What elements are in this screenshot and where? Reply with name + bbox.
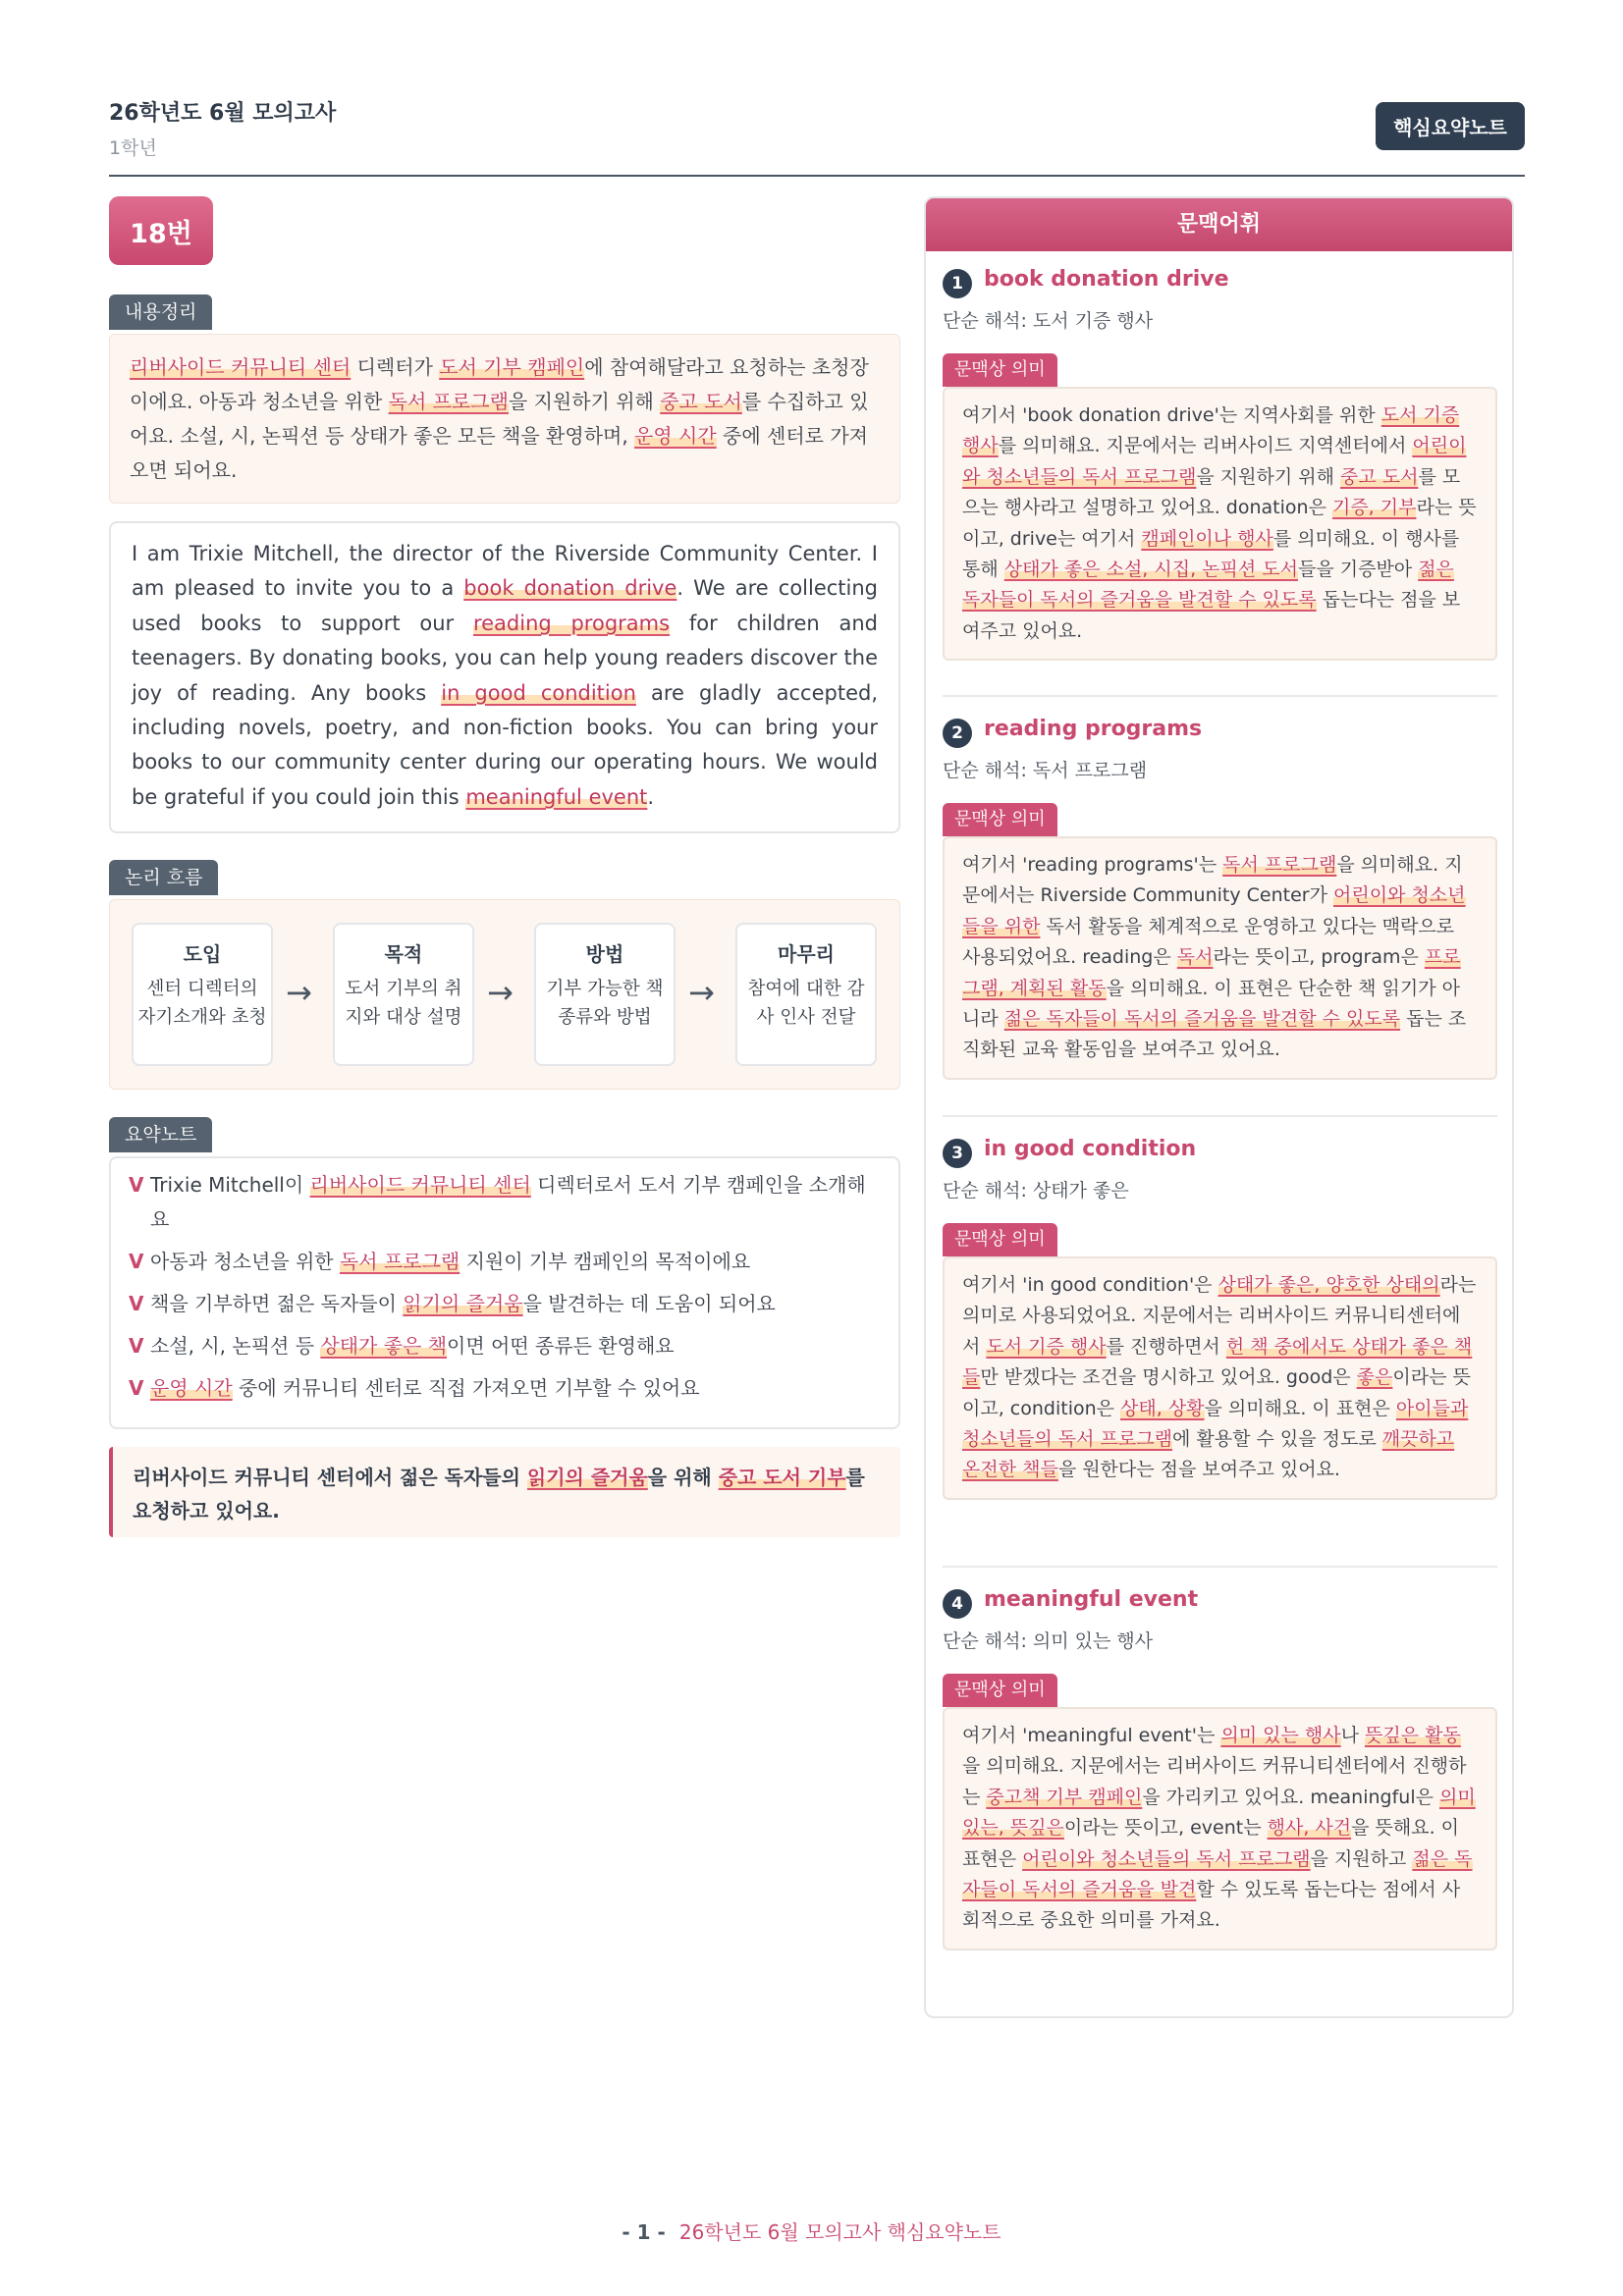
vocab-highlight: 행사, 사건 bbox=[1267, 1817, 1352, 1840]
note-text: 중에 커뮤니티 센터로 직접 가져오면 기부할 수 있어요 bbox=[232, 1376, 700, 1400]
vocab-simple-value: 상태가 좋은 bbox=[1032, 1180, 1129, 1201]
vocab-text: 이라는 뜻이고, condition은 bbox=[962, 1366, 1471, 1419]
page-footer bbox=[0, 2216, 1623, 2245]
exam-title: 26학년도 6월 모의고사 bbox=[109, 101, 337, 126]
check-icon: V bbox=[129, 1292, 144, 1315]
vocab-highlight: 기증, 기부 bbox=[1331, 497, 1417, 519]
flow-step-title: 도입 bbox=[183, 942, 222, 966]
flow-box bbox=[109, 899, 900, 1090]
conclusion-highlight: 읽기의 즐거움 bbox=[526, 1466, 648, 1489]
vocab-text: 을 뜻해요. 이 표현은 bbox=[962, 1817, 1460, 1870]
vocab-highlight: 중고책 기부 캠페인 bbox=[986, 1786, 1143, 1808]
flow-step bbox=[132, 923, 273, 1066]
vocab-highlight: 뜻깊은 활동 bbox=[1365, 1725, 1461, 1746]
note-highlight: 상태가 좋은 책 bbox=[320, 1334, 448, 1358]
passage-highlight: book donation drive bbox=[463, 576, 677, 601]
vocab-term: in good condition bbox=[984, 1137, 1197, 1161]
arrow-right-icon: → bbox=[286, 974, 312, 1011]
vocab-text: 을 지원하기 위해 bbox=[1196, 465, 1340, 488]
conclusion-text: 를 요청하고 있어요. bbox=[133, 1466, 865, 1522]
page-header bbox=[109, 92, 1525, 177]
note-text: 디렉터로서 도서 기부 캠페인을 소개해요 bbox=[150, 1173, 866, 1231]
vocab-highlight: 어린이와 청소년들의 독서 프로그램 bbox=[1022, 1847, 1311, 1870]
summary-highlight: 도서 기부 캠페인 bbox=[439, 355, 585, 379]
vocab-term: meaningful event bbox=[984, 1587, 1199, 1612]
conclusion-text: 리버사이드 커뮤니티 센터에서 젊은 독자들의 bbox=[133, 1466, 527, 1489]
vocab-panel bbox=[924, 196, 1514, 2018]
notes-box bbox=[109, 1156, 900, 1429]
vocab-highlight: 헌 책 중에서도 상태가 좋은 책들 bbox=[962, 1335, 1473, 1389]
summary-highlight: 운영 시간 bbox=[634, 424, 717, 448]
vocab-highlight: 상태, 상황 bbox=[1120, 1397, 1205, 1419]
vocab-highlight: 캠페인이나 행사 bbox=[1141, 527, 1273, 550]
passage-text: . bbox=[647, 784, 655, 809]
vocab-highlight: 젊은 독자들이 독서의 즐거움을 발견할 수 있도록 bbox=[1003, 1008, 1401, 1031]
note-highlight: 독서 프로그램 bbox=[339, 1250, 460, 1273]
note-text: 이면 어떤 종류든 환영해요 bbox=[447, 1334, 675, 1358]
vocab-highlight: 어린이와 청소년들의 독서 프로그램 bbox=[962, 435, 1467, 488]
vocab-highlight: 상태가 좋은 소설, 시집, 논픽션 도서 bbox=[1003, 559, 1298, 581]
note-text: Trixie Mitchell이 bbox=[150, 1173, 310, 1197]
summary-text: 디렉터가 bbox=[351, 355, 440, 379]
vocab-text: 을 원한다는 점을 보여주고 있어요. bbox=[1057, 1459, 1340, 1481]
passage-highlight: meaningful event bbox=[465, 784, 648, 809]
vocab-context-box bbox=[943, 1707, 1497, 1950]
vocab-simple-value: 도서 기증 행사 bbox=[1032, 310, 1154, 332]
notes-tag: 요약노트 bbox=[109, 1117, 212, 1152]
vocab-highlight: 프로그램, 계획된 활동 bbox=[962, 946, 1461, 999]
flow-step-title: 목적 bbox=[384, 942, 423, 966]
vocab-simple bbox=[943, 306, 1153, 333]
vocab-highlight: 의미 있는, 뜻깊은 bbox=[962, 1786, 1476, 1840]
vocab-simple-value: 의미 있는 행사 bbox=[1032, 1630, 1154, 1652]
arrow-right-icon: → bbox=[688, 974, 715, 1011]
summary-text: 중에 센터로 가져오면 되어요. bbox=[130, 424, 868, 482]
check-icon: V bbox=[129, 1334, 144, 1358]
note-highlight: 읽기의 즐거움 bbox=[403, 1292, 523, 1315]
vocab-term: book donation drive bbox=[984, 267, 1229, 292]
passage-text: are gladly accepted, including novels, poetry, and non-fiction books. You can bring your books to our community center during our operating hours. We would be grateful if you could join this bbox=[132, 680, 879, 809]
vocab-context-box bbox=[943, 1256, 1497, 1500]
vocab-highlight: 도서 기증 행사 bbox=[986, 1335, 1107, 1358]
summary-text: 를 수집하고 있어요. 소설, 시, 논픽션 등 상태가 좋은 모든 책을 환영하며, bbox=[130, 390, 869, 448]
conclusion-highlight: 중고 도서 기부 bbox=[718, 1466, 846, 1489]
vocab-text: 를 진행하면서 bbox=[1106, 1335, 1226, 1358]
vocab-number: 1 bbox=[943, 269, 972, 298]
vocab-text: 라는 의미로 사용되었어요. 지문에서는 리버사이드 커뮤니티센터에서 bbox=[962, 1274, 1477, 1358]
divider bbox=[943, 1566, 1497, 1568]
vocab-text: 여기서 'in good condition'은 bbox=[962, 1274, 1218, 1296]
flow-step bbox=[534, 923, 676, 1066]
vocab-highlight: 젊은 독자들이 독서의 즐거움을 발견할 수 있도록 bbox=[962, 559, 1454, 612]
vocab-text: 할 수 있도록 돕는다는 점에서 사회적으로 중요한 의미를 가져요. bbox=[962, 1879, 1461, 1932]
vocab-text: 만 받겠다는 조건을 명시하고 있어요. good은 bbox=[980, 1366, 1357, 1389]
vocab-highlight: 독서 bbox=[1176, 946, 1214, 969]
divider bbox=[943, 1115, 1497, 1117]
vocab-text: 을 의미해요. 이 표현은 bbox=[1204, 1397, 1396, 1419]
flow-step bbox=[735, 923, 877, 1066]
conclusion-box bbox=[109, 1447, 900, 1537]
vocab-highlight: 어린이와 청소년들을 위한 bbox=[962, 884, 1466, 937]
vocab-text: 나 bbox=[1340, 1725, 1365, 1746]
vocab-context-tag: 문맥상 의미 bbox=[943, 1674, 1057, 1707]
divider bbox=[943, 695, 1497, 697]
conclusion-text: 을 위해 bbox=[647, 1466, 719, 1489]
vocab-panel-title: 문맥어휘 bbox=[926, 198, 1512, 251]
vocab-context-tag: 문맥상 의미 bbox=[943, 803, 1057, 836]
vocab-text: 여기서 'reading programs'는 bbox=[962, 854, 1223, 876]
summary-text: 에 참여해달라고 요청하는 초청장이에요. 아동과 청소년을 위한 bbox=[130, 355, 869, 413]
check-icon: V bbox=[129, 1376, 144, 1400]
vocab-text: 을 지원하고 bbox=[1310, 1847, 1413, 1870]
vocab-number: 2 bbox=[943, 719, 972, 748]
grade-label: 1학년 bbox=[109, 137, 157, 159]
vocab-highlight: 의미 있는 행사 bbox=[1220, 1725, 1341, 1746]
vocab-simple-label: 단순 해석: bbox=[943, 1180, 1033, 1201]
summary-highlight: 독서 프로그램 bbox=[388, 390, 509, 413]
vocab-simple-value: 독서 프로그램 bbox=[1032, 760, 1148, 781]
vocab-highlight: 좋은 bbox=[1356, 1366, 1393, 1389]
vocab-text: 를 의미해요. 지문에서는 리버사이드 지역센터에서 bbox=[998, 435, 1413, 457]
flow-tag: 논리 흐름 bbox=[109, 860, 218, 895]
note-highlight: 리버사이드 커뮤니티 센터 bbox=[309, 1173, 531, 1197]
flow-step bbox=[333, 923, 474, 1066]
check-icon: V bbox=[129, 1250, 144, 1273]
note-item bbox=[129, 1168, 881, 1237]
vocab-simple-label: 단순 해석: bbox=[943, 1630, 1033, 1652]
passage-highlight: reading programs bbox=[472, 611, 671, 635]
vocab-context-tag: 문맥상 의미 bbox=[943, 1223, 1057, 1256]
note-text: 아동과 청소년을 위한 bbox=[150, 1250, 340, 1273]
vocab-text: 을 의미해요. 이 표현은 단순한 책 읽기가 아니라 bbox=[962, 977, 1460, 1031]
passage-box bbox=[109, 521, 900, 833]
note-item bbox=[129, 1329, 881, 1363]
summary-tag: 내용정리 bbox=[109, 294, 212, 330]
note-item bbox=[129, 1287, 881, 1321]
note-item bbox=[129, 1371, 881, 1406]
vocab-text: 여기서 'meaningful event'는 bbox=[962, 1725, 1221, 1746]
vocab-text: 에 활용할 수 있을 정도로 bbox=[1171, 1428, 1382, 1451]
footer-title: 26학년도 6월 모의고사 핵심요약노트 bbox=[678, 2220, 1001, 2244]
vocab-text: 라는 뜻이고, drive는 여기서 bbox=[962, 497, 1477, 550]
vocab-highlight: 아이들과 청소년들의 독서 프로그램 bbox=[962, 1397, 1469, 1451]
vocab-context-box bbox=[943, 836, 1497, 1080]
vocab-text: 를 의미해요. 이 행사를 통해 bbox=[962, 527, 1460, 581]
note-highlight: 운영 시간 bbox=[150, 1376, 233, 1400]
passage-highlight: in good condition bbox=[441, 680, 636, 705]
summary-text: 을 지원하기 위해 bbox=[508, 390, 661, 413]
vocab-number: 4 bbox=[943, 1589, 972, 1619]
note-text: 지원이 기부 캠페인의 목적이에요 bbox=[460, 1250, 751, 1273]
passage-text: I am Trixie Mitchell, the director of the Riverside Community Center. I am pleased to invite you to a bbox=[132, 542, 878, 601]
flow-step-desc: 기부 가능한 책 종류와 방법 bbox=[546, 979, 664, 1028]
vocab-simple bbox=[943, 1627, 1153, 1653]
flow-step-desc: 도서 기부의 취지와 대상 설명 bbox=[345, 979, 462, 1028]
vocab-text: 를 모으는 행사라고 설명하고 있어요. donation은 bbox=[962, 465, 1461, 519]
vocab-text: 돕는다는 점을 보여주고 있어요. bbox=[962, 589, 1461, 642]
vocab-simple-label: 단순 해석: bbox=[943, 760, 1033, 781]
arrow-right-icon: → bbox=[487, 974, 514, 1011]
vocab-term: reading programs bbox=[984, 717, 1203, 741]
vocab-simple bbox=[943, 1176, 1129, 1202]
vocab-text: 을 의미해요. 지문에서는 Riverside Community Center가 bbox=[962, 854, 1463, 907]
summary-highlight: 리버사이드 커뮤니티 센터 bbox=[130, 355, 352, 379]
passage-text: for children and teenagers. By donating books, you can help young readers discover the joy of reading. Any books bbox=[132, 611, 878, 705]
vocab-text: 여기서 'book donation drive'는 지역사회를 위한 bbox=[962, 404, 1381, 426]
vocab-context-box bbox=[943, 387, 1497, 661]
vocab-text: 들을 기증받아 bbox=[1297, 559, 1419, 581]
flow-step-title: 방법 bbox=[585, 942, 624, 966]
vocab-text: 라는 뜻이고, program은 bbox=[1213, 946, 1425, 969]
page-number: - 1 - bbox=[622, 2220, 666, 2244]
vocab-highlight: 도서 기증 행사 bbox=[962, 404, 1460, 457]
note-text: 을 발견하는 데 도움이 되어요 bbox=[522, 1292, 776, 1315]
vocab-text: 을 가리키고 있어요. meaningful은 bbox=[1142, 1786, 1439, 1808]
vocab-highlight: 상태가 좋은, 양호한 상태의 bbox=[1217, 1274, 1440, 1296]
vocab-context-tag: 문맥상 의미 bbox=[943, 353, 1057, 387]
question-number: 18번 bbox=[109, 196, 213, 265]
vocab-text: 을 의미해요. 지문에서는 리버사이드 커뮤니티센터에서 진행하는 bbox=[962, 1755, 1467, 1808]
passage-text: . We are collecting used books to support our bbox=[132, 576, 879, 635]
flow-step-desc: 센터 디렉터의 자기소개와 초청 bbox=[137, 979, 267, 1028]
vocab-text: 이라는 뜻이고, event는 bbox=[1063, 1817, 1268, 1840]
vocab-highlight: 깨끗하고 온전한 책들 bbox=[962, 1428, 1455, 1481]
summary-highlight: 중고 도서 bbox=[660, 390, 742, 413]
vocab-highlight: 중고 도서 bbox=[1339, 465, 1419, 488]
note-item bbox=[129, 1245, 881, 1279]
vocab-simple bbox=[943, 756, 1147, 782]
check-icon: V bbox=[129, 1173, 144, 1197]
summary-box bbox=[109, 334, 900, 504]
flow-step-title: 마무리 bbox=[778, 942, 835, 966]
flow-step-desc: 참여에 대한 감사 인사 전달 bbox=[747, 979, 865, 1028]
note-text: 책을 기부하면 젊은 독자들이 bbox=[150, 1292, 404, 1315]
note-text: 소설, 시, 논픽션 등 bbox=[150, 1334, 321, 1358]
vocab-highlight: 독서 프로그램 bbox=[1222, 854, 1337, 876]
vocab-text: 독서 활동을 체계적으로 운영하고 있다는 맥락으로 사용되었어요. reading은 bbox=[962, 915, 1455, 969]
vocab-highlight: 젊은 독자들이 독서의 즐거움을 발견 bbox=[962, 1847, 1473, 1901]
vocab-simple-label: 단순 해석: bbox=[943, 310, 1033, 332]
note-badge: 핵심요약노트 bbox=[1376, 102, 1525, 150]
vocab-number: 3 bbox=[943, 1139, 972, 1168]
vocab-text: 돕는 조직화된 교육 활동임을 보여주고 있어요. bbox=[962, 1008, 1467, 1061]
